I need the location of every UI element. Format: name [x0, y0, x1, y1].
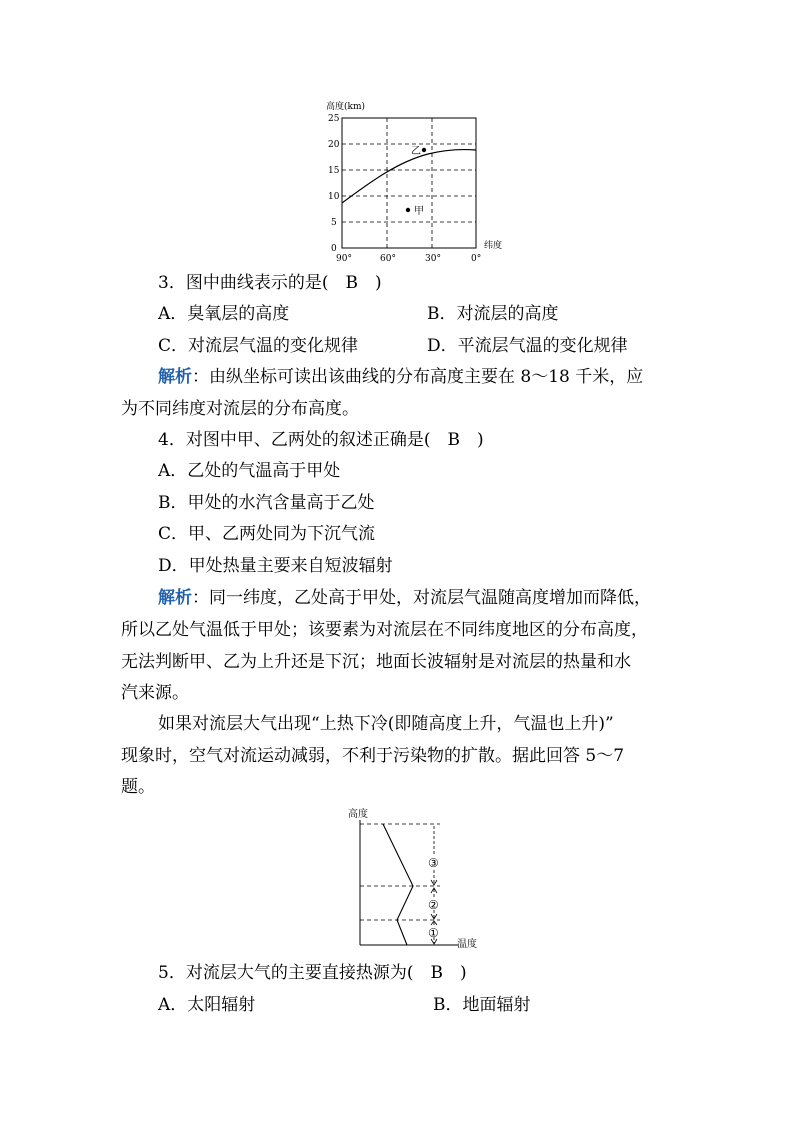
- q4-option-b: B．甲处的水汽含量高于乙处: [158, 493, 375, 513]
- grid-lines: [342, 118, 476, 248]
- q4-option-d: D．甲处热量主要来自短波辐射: [158, 556, 393, 576]
- point-yi-label: 乙: [411, 146, 421, 157]
- x-tick: 0°: [471, 254, 482, 264]
- figure-tropopause-height-chart: [318, 96, 518, 266]
- x-axis-label: 纬度: [484, 241, 503, 251]
- tropopause-curve: [342, 149, 476, 203]
- y-axis-label: 高度: [348, 809, 368, 820]
- q3-analysis-line2: 为不同纬度对流层的分布高度。: [121, 399, 359, 419]
- q4-option-a: A．乙处的气温高于甲处: [158, 461, 341, 481]
- plot-frame: [342, 118, 476, 248]
- q5-option-b: B．地面辐射: [433, 995, 531, 1015]
- y-tick: 10: [328, 192, 340, 202]
- q4-analysis-line4: 汽来源。: [121, 683, 189, 703]
- q4-analysis-line3: 无法判断甲、乙为上升还是下沉；地面长波辐射是对流层的热量和水: [121, 652, 631, 672]
- q4-option-c: C．甲、乙两处同为下沉气流: [158, 524, 376, 544]
- q3-option-a: A．臭氧层的高度: [158, 304, 290, 324]
- intro-line1: 如果对流层大气出现“上热下冷(即随高度上升，气温也上升)”: [158, 714, 614, 734]
- q3-option-c: C．对流层气温的变化规律: [158, 336, 359, 356]
- temperature-profile: [383, 824, 413, 945]
- figure-inversion-diagram: [340, 804, 490, 952]
- q5-option-a: A．太阳辐射: [158, 995, 256, 1015]
- analysis-text: ：同一纬度，乙处高于甲处，对流层气温随高度增加而降低，: [192, 588, 651, 608]
- point-yi-marker: [422, 148, 426, 152]
- x-axis-label: 温度: [457, 939, 477, 950]
- layer-3-label: ③: [428, 856, 439, 870]
- q3-analysis-line1: [158, 366, 643, 388]
- y-tick: 25: [328, 114, 340, 124]
- x-tick: 90°: [336, 254, 352, 264]
- x-tick: 60°: [380, 254, 396, 264]
- analysis-label: 解析: [158, 588, 192, 608]
- point-jia-marker: [406, 208, 410, 212]
- y-tick: 20: [328, 140, 340, 150]
- analysis-text: ：由纵坐标可读出该曲线的分布高度主要在 8～18 千米，应: [192, 367, 644, 387]
- y-tick: 0: [331, 244, 337, 254]
- y-tick: 15: [328, 166, 340, 176]
- y-axis-label: 高度(km): [326, 102, 366, 112]
- y-tick: 5: [331, 218, 337, 228]
- q5-stem: 5．对流层大气的主要直接热源为( B ): [158, 963, 467, 983]
- q4-stem: 4．对图中甲、乙两处的叙述正确是( B ): [158, 430, 484, 450]
- q3-option-b: B．对流层的高度: [427, 304, 559, 324]
- intro-line2: 现象时，空气对流运动减弱，不利于污染物的扩散。据此回答 5～7: [121, 746, 625, 766]
- q4-analysis-line2: 所以乙处气温低于甲处；该要素为对流层在不同纬度地区的分布高度，: [121, 620, 648, 640]
- point-jia-label: 甲: [414, 206, 424, 217]
- x-tick: 30°: [425, 254, 441, 264]
- layer-2-label: ②: [428, 898, 439, 912]
- analysis-label: 解析: [158, 367, 192, 387]
- intro-line3: 题。: [121, 777, 155, 797]
- q4-analysis-line1: [158, 587, 651, 609]
- q3-option-d: D．平流层气温的变化规律: [427, 336, 628, 356]
- layer-1-label: ①: [428, 926, 439, 940]
- q3-stem: 3．图中曲线表示的是( B ): [158, 273, 382, 293]
